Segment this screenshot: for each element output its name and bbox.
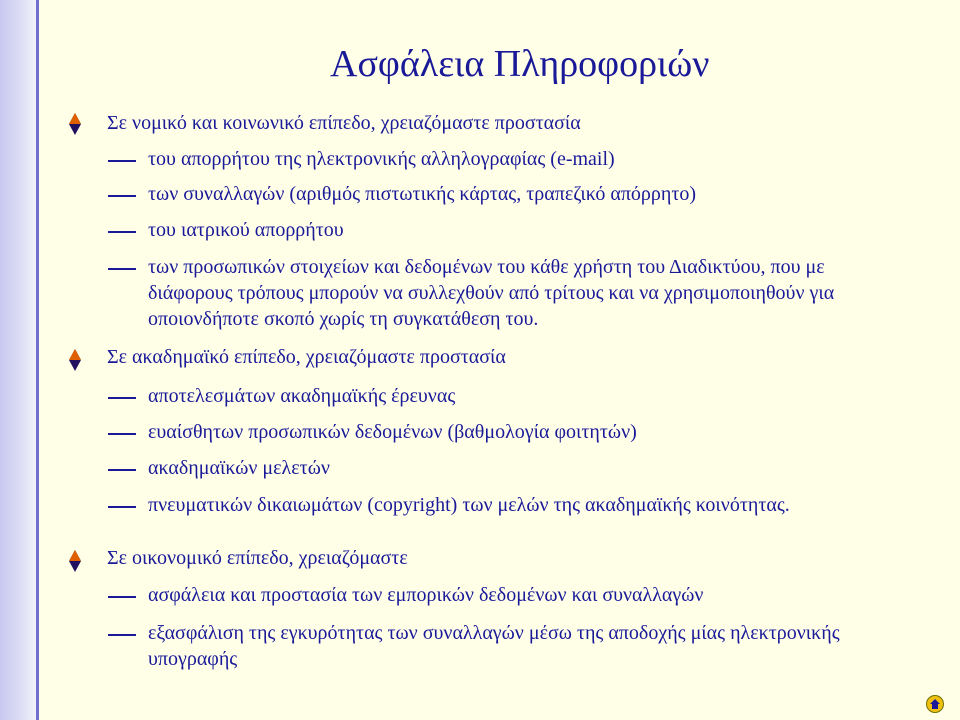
left-decorative-band [0, 0, 36, 720]
dash-bullet-icon [108, 160, 136, 162]
dash-bullet-icon [108, 433, 136, 435]
list-item: των συναλλαγών (αριθμός πιστωτικής κάρτας, τραπεζικό απόρρητο) [148, 183, 697, 205]
dash-bullet-icon [108, 634, 136, 636]
list-item: εξασφάλιση της εγκυρότητας των συναλλαγών μέσω της αποδοχής μίας ηλεκτρονικής υπογραφής [148, 622, 840, 670]
diamond-bullet-icon [67, 348, 83, 372]
list-item: ακαδημαϊκών μελετών [148, 457, 330, 479]
left-band-divider [36, 0, 39, 720]
dash-bullet-icon [108, 469, 136, 471]
list-item: του απορρήτου της ηλεκτρονικής αλληλογραφίας (e-mail) [148, 148, 615, 170]
dash-bullet-icon [108, 195, 136, 197]
list-item: των προσωπικών στοιχείων και δεδομένων του κάθε χρήστη του Διαδικτύου, που με διάφορους τρόπους μπορούν να συλλεχθούν από τρίτους και να χρησιμοποιηθούν για οποιονδήποτε σκοπό χωρίς τη συγκατάθεση του. [148, 256, 835, 330]
home-icon[interactable] [926, 695, 944, 713]
slide-title: Ασφάλεια Πληροφοριών [330, 43, 710, 85]
dash-bullet-icon [108, 231, 136, 233]
list-item: του ιατρικού απορρήτου [148, 219, 344, 241]
section-heading-legal: Σε νομικό και κοινωνικό επίπεδο, χρειαζόμαστε προστασία [107, 112, 581, 134]
dash-bullet-icon [108, 596, 136, 598]
section-heading-economic: Σε οικονομικό επίπεδο, χρειαζόμαστε [107, 547, 408, 569]
diamond-bullet-icon [67, 112, 83, 136]
list-item: αποτελεσμάτων ακαδημαϊκής έρευνας [148, 385, 456, 407]
diamond-bullet-icon [67, 549, 83, 573]
section-heading-academic: Σε ακαδημαϊκό επίπεδο, χρειαζόμαστε προστασία [107, 346, 506, 368]
list-item: ασφάλεια και προστασία των εμπορικών δεδομένων και συναλλαγών [148, 584, 704, 606]
list-item: πνευματικών δικαιωμάτων (copyright) των μελών της ακαδημαϊκής κοινότητας. [148, 494, 790, 516]
dash-bullet-icon [108, 268, 136, 270]
dash-bullet-icon [108, 397, 136, 399]
list-item: ευαίσθητων προσωπικών δεδομένων (βαθμολογία φοιτητών) [148, 421, 637, 443]
dash-bullet-icon [108, 506, 136, 508]
